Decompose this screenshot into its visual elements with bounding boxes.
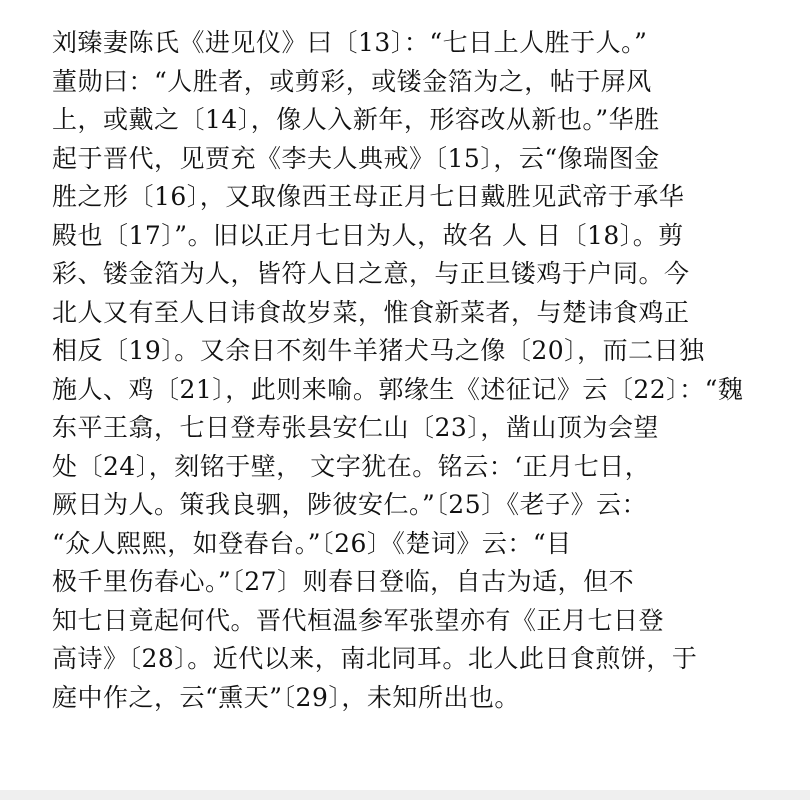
text-line: 北人又有至人日讳食故岁菜，惟食新菜者，与楚讳食鸡正	[52, 297, 690, 327]
text-line: 刘臻妻陈氏《进见仪》曰〔13〕：“七日上人胜于人。”	[52, 28, 648, 57]
text-line: 董勋曰：“人胜者，或剪彩，或镂金箔为之，帖于屏风	[52, 66, 652, 96]
body-text	[52, 24, 752, 717]
text-line: 起于晋代，见贾充《李夫人典戒》〔15〕，云“像瑞图金	[52, 143, 660, 173]
text-line: “众人熙熙，如登春台。”〔26〕《楚词》云：“目	[52, 528, 572, 558]
text-line: 相反〔19〕。又余日不刻牛羊猪犬马之像〔20〕，而二日独	[52, 336, 705, 365]
text-line: 施人、鸡〔21〕，此则来喻。郭缘生《述征记》云〔22〕：“魏	[52, 374, 744, 404]
text-line: 上，或戴之〔14〕，像人入新年，形容改从新也。”华胜	[52, 105, 660, 134]
text-line: 厥日为人。策我良驷，陟彼安仁。”〔25〕《老子》云：	[52, 490, 648, 519]
text-line: 彩、镂金箔为人，皆符人日之意，与正旦镂鸡于户同。今	[52, 259, 690, 288]
text-line: 知七日竟起何代。晋代桓温参军张望亦有《正月七日登	[52, 605, 665, 635]
text-line: 极千里伤春心。”〔27〕则春日登临，自古为适，但不	[52, 567, 635, 596]
text-line: 胜之形〔16〕，又取像西王母正月七日戴胜见武帝于承华	[52, 182, 685, 211]
page-bottom-edge	[0, 790, 810, 800]
text-line: 殿也〔17〕”。旧以正月七日为人，故名 人 日〔18〕。剪	[52, 220, 684, 250]
text-line: 东平王翕，七日登寿张县安仁山〔23〕，凿山顶为会望	[52, 413, 659, 442]
text-line: 高诗》〔28〕。近代以来，南北同耳。北人此日食煎饼，于	[52, 644, 698, 673]
text-line: 处〔24〕，刻铭于壁， 文字犹在。铭云：‘正月七日，	[52, 451, 651, 481]
text-line: 庭中作之，云“熏天”〔29〕，未知所出也。	[52, 682, 520, 712]
